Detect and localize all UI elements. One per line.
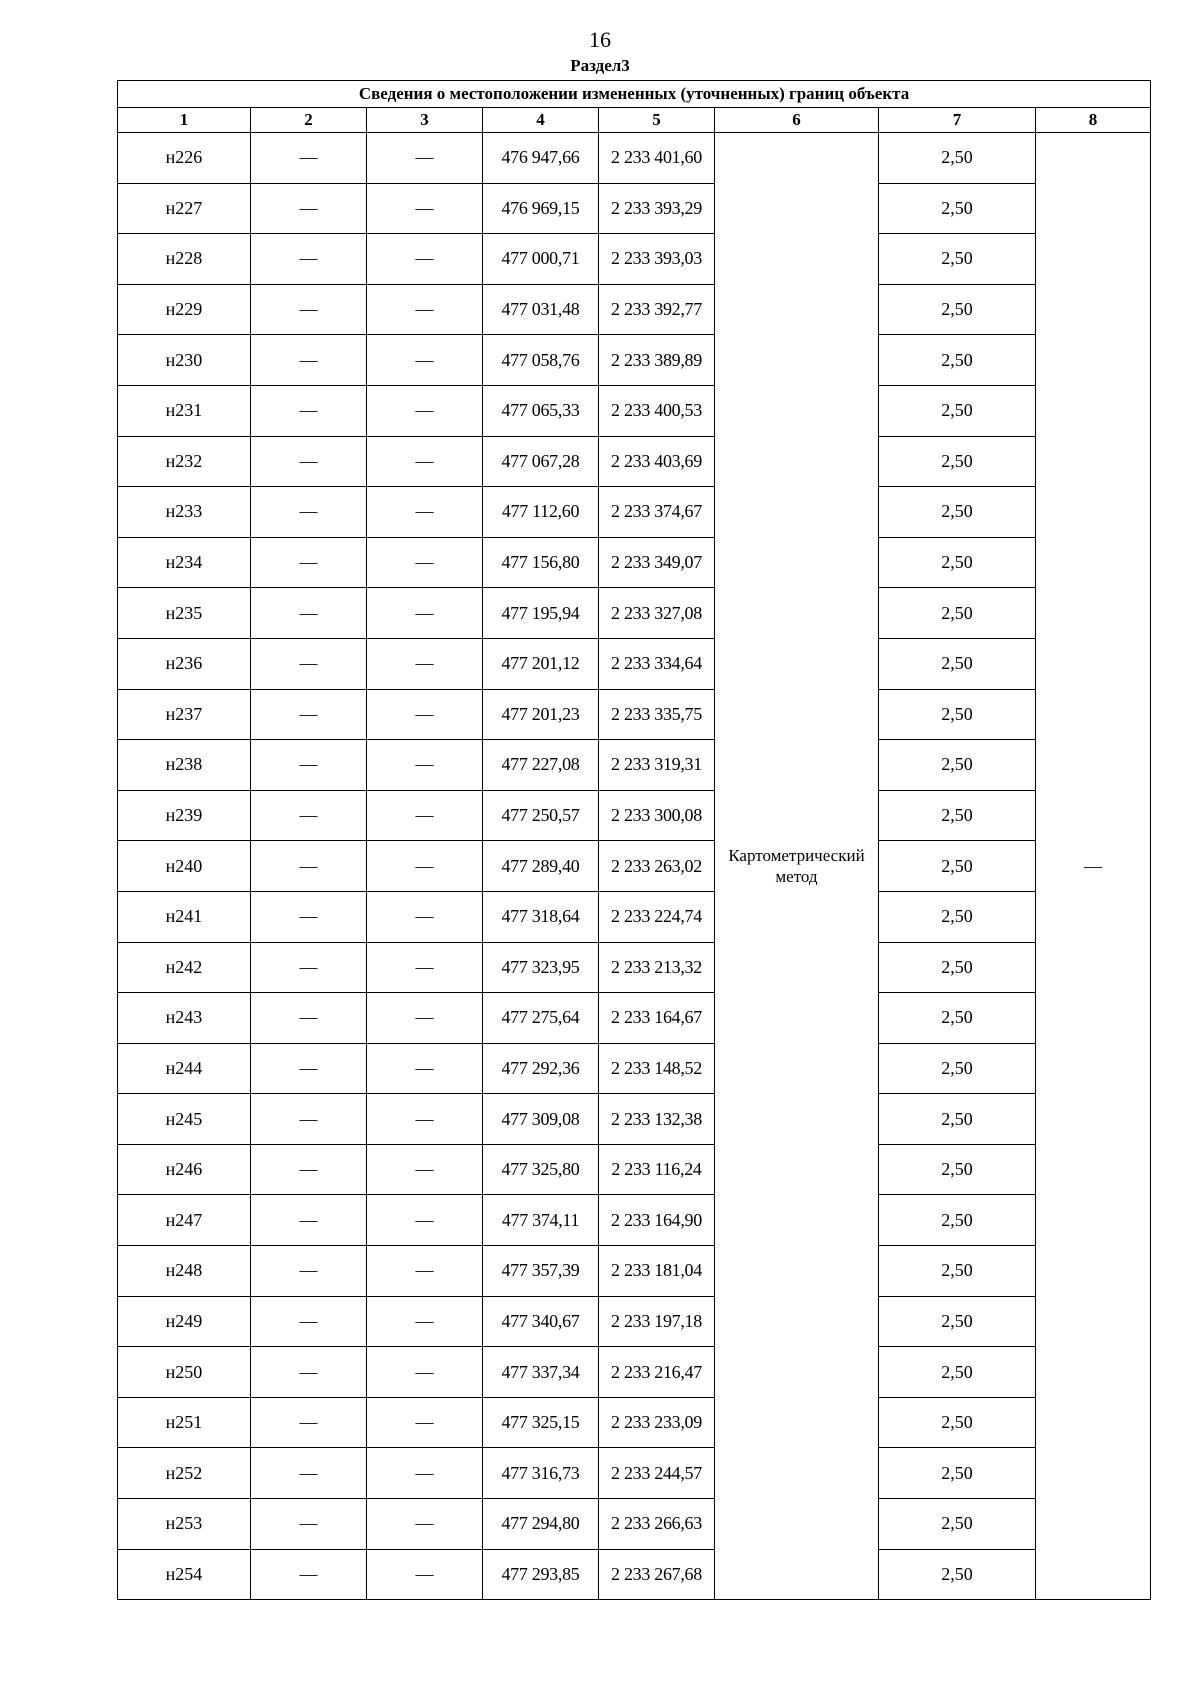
col2-cell: —	[251, 1246, 367, 1297]
y-coordinate-cell: 2 233 216,47	[599, 1347, 715, 1398]
precision-cell: 2,50	[879, 993, 1036, 1044]
col3-cell: —	[367, 385, 483, 436]
col2-cell: —	[251, 1549, 367, 1600]
precision-cell: 2,50	[879, 891, 1036, 942]
y-coordinate-cell: 2 233 392,77	[599, 284, 715, 335]
col2-cell: —	[251, 284, 367, 335]
point-name-cell: н245	[118, 1094, 251, 1145]
table-row	[118, 234, 1151, 285]
point-name-cell: н226	[118, 133, 251, 184]
x-coordinate-cell: 477 292,36	[483, 1043, 599, 1094]
col2-cell: —	[251, 1195, 367, 1246]
precision-cell: 2,50	[879, 841, 1036, 892]
col3-cell: —	[367, 891, 483, 942]
y-coordinate-cell: 2 233 401,60	[599, 133, 715, 184]
y-coordinate-cell: 2 233 148,52	[599, 1043, 715, 1094]
y-coordinate-cell: 2 233 403,69	[599, 436, 715, 487]
col2-cell: —	[251, 942, 367, 993]
table-body	[118, 133, 1151, 1600]
y-coordinate-cell: 2 233 300,08	[599, 790, 715, 841]
col3-cell: —	[367, 1499, 483, 1550]
boundary-coordinates-table	[117, 80, 1151, 1600]
y-coordinate-cell: 2 233 263,02	[599, 841, 715, 892]
x-coordinate-cell: 477 201,12	[483, 638, 599, 689]
column-number-2: 2	[251, 108, 367, 133]
col2-cell: —	[251, 234, 367, 285]
table-row	[118, 689, 1151, 740]
x-coordinate-cell: 477 318,64	[483, 891, 599, 942]
y-coordinate-cell: 2 233 327,08	[599, 588, 715, 639]
x-coordinate-cell: 477 323,95	[483, 942, 599, 993]
col2-cell: —	[251, 993, 367, 1044]
x-coordinate-cell: 477 293,85	[483, 1549, 599, 1600]
x-coordinate-cell: 477 227,08	[483, 740, 599, 791]
col3-cell: —	[367, 133, 483, 184]
y-coordinate-cell: 2 233 349,07	[599, 537, 715, 588]
x-coordinate-cell: 477 316,73	[483, 1448, 599, 1499]
point-name-cell: н240	[118, 841, 251, 892]
table-row	[118, 638, 1151, 689]
precision-cell: 2,50	[879, 385, 1036, 436]
point-name-cell: н227	[118, 183, 251, 234]
col3-cell: —	[367, 1448, 483, 1499]
precision-cell: 2,50	[879, 234, 1036, 285]
table-row	[118, 1397, 1151, 1448]
col3-cell: —	[367, 284, 483, 335]
point-name-cell: н233	[118, 487, 251, 538]
col3-cell: —	[367, 1144, 483, 1195]
x-coordinate-cell: 477 031,48	[483, 284, 599, 335]
precision-cell: 2,50	[879, 1448, 1036, 1499]
precision-cell: 2,50	[879, 436, 1036, 487]
col3-cell: —	[367, 1195, 483, 1246]
col2-cell: —	[251, 436, 367, 487]
x-coordinate-cell: 477 156,80	[483, 537, 599, 588]
col2-cell: —	[251, 1347, 367, 1398]
point-name-cell: н252	[118, 1448, 251, 1499]
x-coordinate-cell: 477 325,80	[483, 1144, 599, 1195]
x-coordinate-cell: 477 325,15	[483, 1397, 599, 1448]
precision-cell: 2,50	[879, 1347, 1036, 1398]
table-row	[118, 1246, 1151, 1297]
col3-cell: —	[367, 993, 483, 1044]
col2-cell: —	[251, 1448, 367, 1499]
y-coordinate-cell: 2 233 334,64	[599, 638, 715, 689]
table-row	[118, 1043, 1151, 1094]
point-name-cell: н228	[118, 234, 251, 285]
precision-cell: 2,50	[879, 1499, 1036, 1550]
col2-cell: —	[251, 790, 367, 841]
column-number-row	[118, 108, 1151, 133]
precision-cell: 2,50	[879, 790, 1036, 841]
col3-cell: —	[367, 588, 483, 639]
col2-cell: —	[251, 183, 367, 234]
table-row	[118, 487, 1151, 538]
x-coordinate-cell: 477 067,28	[483, 436, 599, 487]
table-row	[118, 1144, 1151, 1195]
column-number-5: 5	[599, 108, 715, 133]
col2-cell: —	[251, 1144, 367, 1195]
y-coordinate-cell: 2 233 116,24	[599, 1144, 715, 1195]
point-name-cell: н250	[118, 1347, 251, 1398]
x-coordinate-cell: 477 195,94	[483, 588, 599, 639]
y-coordinate-cell: 2 233 197,18	[599, 1296, 715, 1347]
point-name-cell: н247	[118, 1195, 251, 1246]
y-coordinate-cell: 2 233 389,89	[599, 335, 715, 386]
y-coordinate-cell: 2 233 400,53	[599, 385, 715, 436]
y-coordinate-cell: 2 233 267,68	[599, 1549, 715, 1600]
column-number-1: 1	[118, 108, 251, 133]
table-row	[118, 1195, 1151, 1246]
col3-cell: —	[367, 537, 483, 588]
x-coordinate-cell: 477 309,08	[483, 1094, 599, 1145]
col8-cell: —	[1036, 133, 1151, 1600]
table-row	[118, 537, 1151, 588]
column-number-3: 3	[367, 108, 483, 133]
table-caption-row	[118, 81, 1151, 108]
table-row	[118, 1499, 1151, 1550]
point-name-cell: н232	[118, 436, 251, 487]
y-coordinate-cell: 2 233 393,29	[599, 183, 715, 234]
precision-cell: 2,50	[879, 335, 1036, 386]
col2-cell: —	[251, 1043, 367, 1094]
x-coordinate-cell: 477 340,67	[483, 1296, 599, 1347]
x-coordinate-cell: 477 065,33	[483, 385, 599, 436]
y-coordinate-cell: 2 233 319,31	[599, 740, 715, 791]
y-coordinate-cell: 2 233 266,63	[599, 1499, 715, 1550]
x-coordinate-cell: 477 337,34	[483, 1347, 599, 1398]
point-name-cell: н249	[118, 1296, 251, 1347]
table-row	[118, 942, 1151, 993]
col2-cell: —	[251, 740, 367, 791]
col2-cell: —	[251, 1094, 367, 1145]
precision-cell: 2,50	[879, 133, 1036, 184]
column-number-7: 7	[879, 108, 1036, 133]
column-number-6: 6	[715, 108, 879, 133]
col3-cell: —	[367, 1246, 483, 1297]
column-number-8: 8	[1036, 108, 1151, 133]
point-name-cell: н246	[118, 1144, 251, 1195]
section-title: Раздел3	[570, 56, 630, 75]
table-row	[118, 891, 1151, 942]
col2-cell: —	[251, 891, 367, 942]
point-name-cell: н243	[118, 993, 251, 1044]
x-coordinate-cell: 477 275,64	[483, 993, 599, 1044]
point-name-cell: н253	[118, 1499, 251, 1550]
table-row	[118, 284, 1151, 335]
point-name-cell: н242	[118, 942, 251, 993]
x-coordinate-cell: 477 289,40	[483, 841, 599, 892]
y-coordinate-cell: 2 233 213,32	[599, 942, 715, 993]
precision-cell: 2,50	[879, 942, 1036, 993]
table-row	[118, 335, 1151, 386]
y-coordinate-cell: 2 233 164,90	[599, 1195, 715, 1246]
precision-cell: 2,50	[879, 1549, 1036, 1600]
point-name-cell: н237	[118, 689, 251, 740]
table-row	[118, 1549, 1151, 1600]
y-coordinate-cell: 2 233 374,67	[599, 487, 715, 538]
y-coordinate-cell: 2 233 233,09	[599, 1397, 715, 1448]
x-coordinate-cell: 476 947,66	[483, 133, 599, 184]
y-coordinate-cell: 2 233 224,74	[599, 891, 715, 942]
precision-cell: 2,50	[879, 1144, 1036, 1195]
x-coordinate-cell: 477 250,57	[483, 790, 599, 841]
col2-cell: —	[251, 1499, 367, 1550]
table-row	[118, 183, 1151, 234]
y-coordinate-cell: 2 233 164,67	[599, 993, 715, 1044]
method-cell: Картометрический метод	[715, 133, 879, 1600]
col3-cell: —	[367, 1549, 483, 1600]
x-coordinate-cell: 477 000,71	[483, 234, 599, 285]
col3-cell: —	[367, 335, 483, 386]
col2-cell: —	[251, 133, 367, 184]
x-coordinate-cell: 476 969,15	[483, 183, 599, 234]
x-coordinate-cell: 477 112,60	[483, 487, 599, 538]
point-name-cell: н238	[118, 740, 251, 791]
point-name-cell: н254	[118, 1549, 251, 1600]
point-name-cell: н230	[118, 335, 251, 386]
col3-cell: —	[367, 1296, 483, 1347]
col3-cell: —	[367, 1094, 483, 1145]
precision-cell: 2,50	[879, 588, 1036, 639]
precision-cell: 2,50	[879, 183, 1036, 234]
col2-cell: —	[251, 335, 367, 386]
x-coordinate-cell: 477 374,11	[483, 1195, 599, 1246]
x-coordinate-cell: 477 058,76	[483, 335, 599, 386]
x-coordinate-cell: 477 201,23	[483, 689, 599, 740]
point-name-cell: н244	[118, 1043, 251, 1094]
table-row	[118, 993, 1151, 1044]
page-number: 16	[589, 27, 611, 52]
y-coordinate-cell: 2 233 132,38	[599, 1094, 715, 1145]
point-name-cell: н234	[118, 537, 251, 588]
point-name-cell: н248	[118, 1246, 251, 1297]
point-name-cell: н235	[118, 588, 251, 639]
point-name-cell: н236	[118, 638, 251, 689]
point-name-cell: н229	[118, 284, 251, 335]
y-coordinate-cell: 2 233 335,75	[599, 689, 715, 740]
col3-cell: —	[367, 487, 483, 538]
table-row	[118, 740, 1151, 791]
precision-cell: 2,50	[879, 537, 1036, 588]
col2-cell: —	[251, 638, 367, 689]
col3-cell: —	[367, 1347, 483, 1398]
table-row	[118, 385, 1151, 436]
precision-cell: 2,50	[879, 638, 1036, 689]
y-coordinate-cell: 2 233 181,04	[599, 1246, 715, 1297]
col3-cell: —	[367, 689, 483, 740]
col3-cell: —	[367, 841, 483, 892]
col3-cell: —	[367, 436, 483, 487]
precision-cell: 2,50	[879, 1043, 1036, 1094]
col2-cell: —	[251, 588, 367, 639]
col3-cell: —	[367, 740, 483, 791]
col2-cell: —	[251, 1296, 367, 1347]
table-row	[118, 841, 1151, 892]
column-number-4: 4	[483, 108, 599, 133]
precision-cell: 2,50	[879, 740, 1036, 791]
col3-cell: —	[367, 234, 483, 285]
y-coordinate-cell: 2 233 244,57	[599, 1448, 715, 1499]
table-caption: Сведения о местоположении измененных (уточненных) границ объекта	[118, 81, 1151, 108]
col3-cell: —	[367, 638, 483, 689]
x-coordinate-cell: 477 357,39	[483, 1246, 599, 1297]
x-coordinate-cell: 477 294,80	[483, 1499, 599, 1550]
precision-cell: 2,50	[879, 1397, 1036, 1448]
col3-cell: —	[367, 942, 483, 993]
col2-cell: —	[251, 487, 367, 538]
table-row	[118, 1448, 1151, 1499]
point-name-cell: н231	[118, 385, 251, 436]
point-name-cell: н241	[118, 891, 251, 942]
table-row	[118, 1347, 1151, 1398]
col2-cell: —	[251, 537, 367, 588]
precision-cell: 2,50	[879, 284, 1036, 335]
y-coordinate-cell: 2 233 393,03	[599, 234, 715, 285]
precision-cell: 2,50	[879, 689, 1036, 740]
precision-cell: 2,50	[879, 1195, 1036, 1246]
col3-cell: —	[367, 183, 483, 234]
table-row	[118, 133, 1151, 184]
col2-cell: —	[251, 689, 367, 740]
col2-cell: —	[251, 385, 367, 436]
precision-cell: 2,50	[879, 487, 1036, 538]
table-row	[118, 436, 1151, 487]
point-name-cell: н251	[118, 1397, 251, 1448]
col3-cell: —	[367, 1043, 483, 1094]
precision-cell: 2,50	[879, 1296, 1036, 1347]
table-row	[118, 588, 1151, 639]
table-row	[118, 1094, 1151, 1145]
precision-cell: 2,50	[879, 1094, 1036, 1145]
point-name-cell: н239	[118, 790, 251, 841]
table-row	[118, 1296, 1151, 1347]
col2-cell: —	[251, 1397, 367, 1448]
col3-cell: —	[367, 790, 483, 841]
col2-cell: —	[251, 841, 367, 892]
col3-cell: —	[367, 1397, 483, 1448]
precision-cell: 2,50	[879, 1246, 1036, 1297]
table-row	[118, 790, 1151, 841]
